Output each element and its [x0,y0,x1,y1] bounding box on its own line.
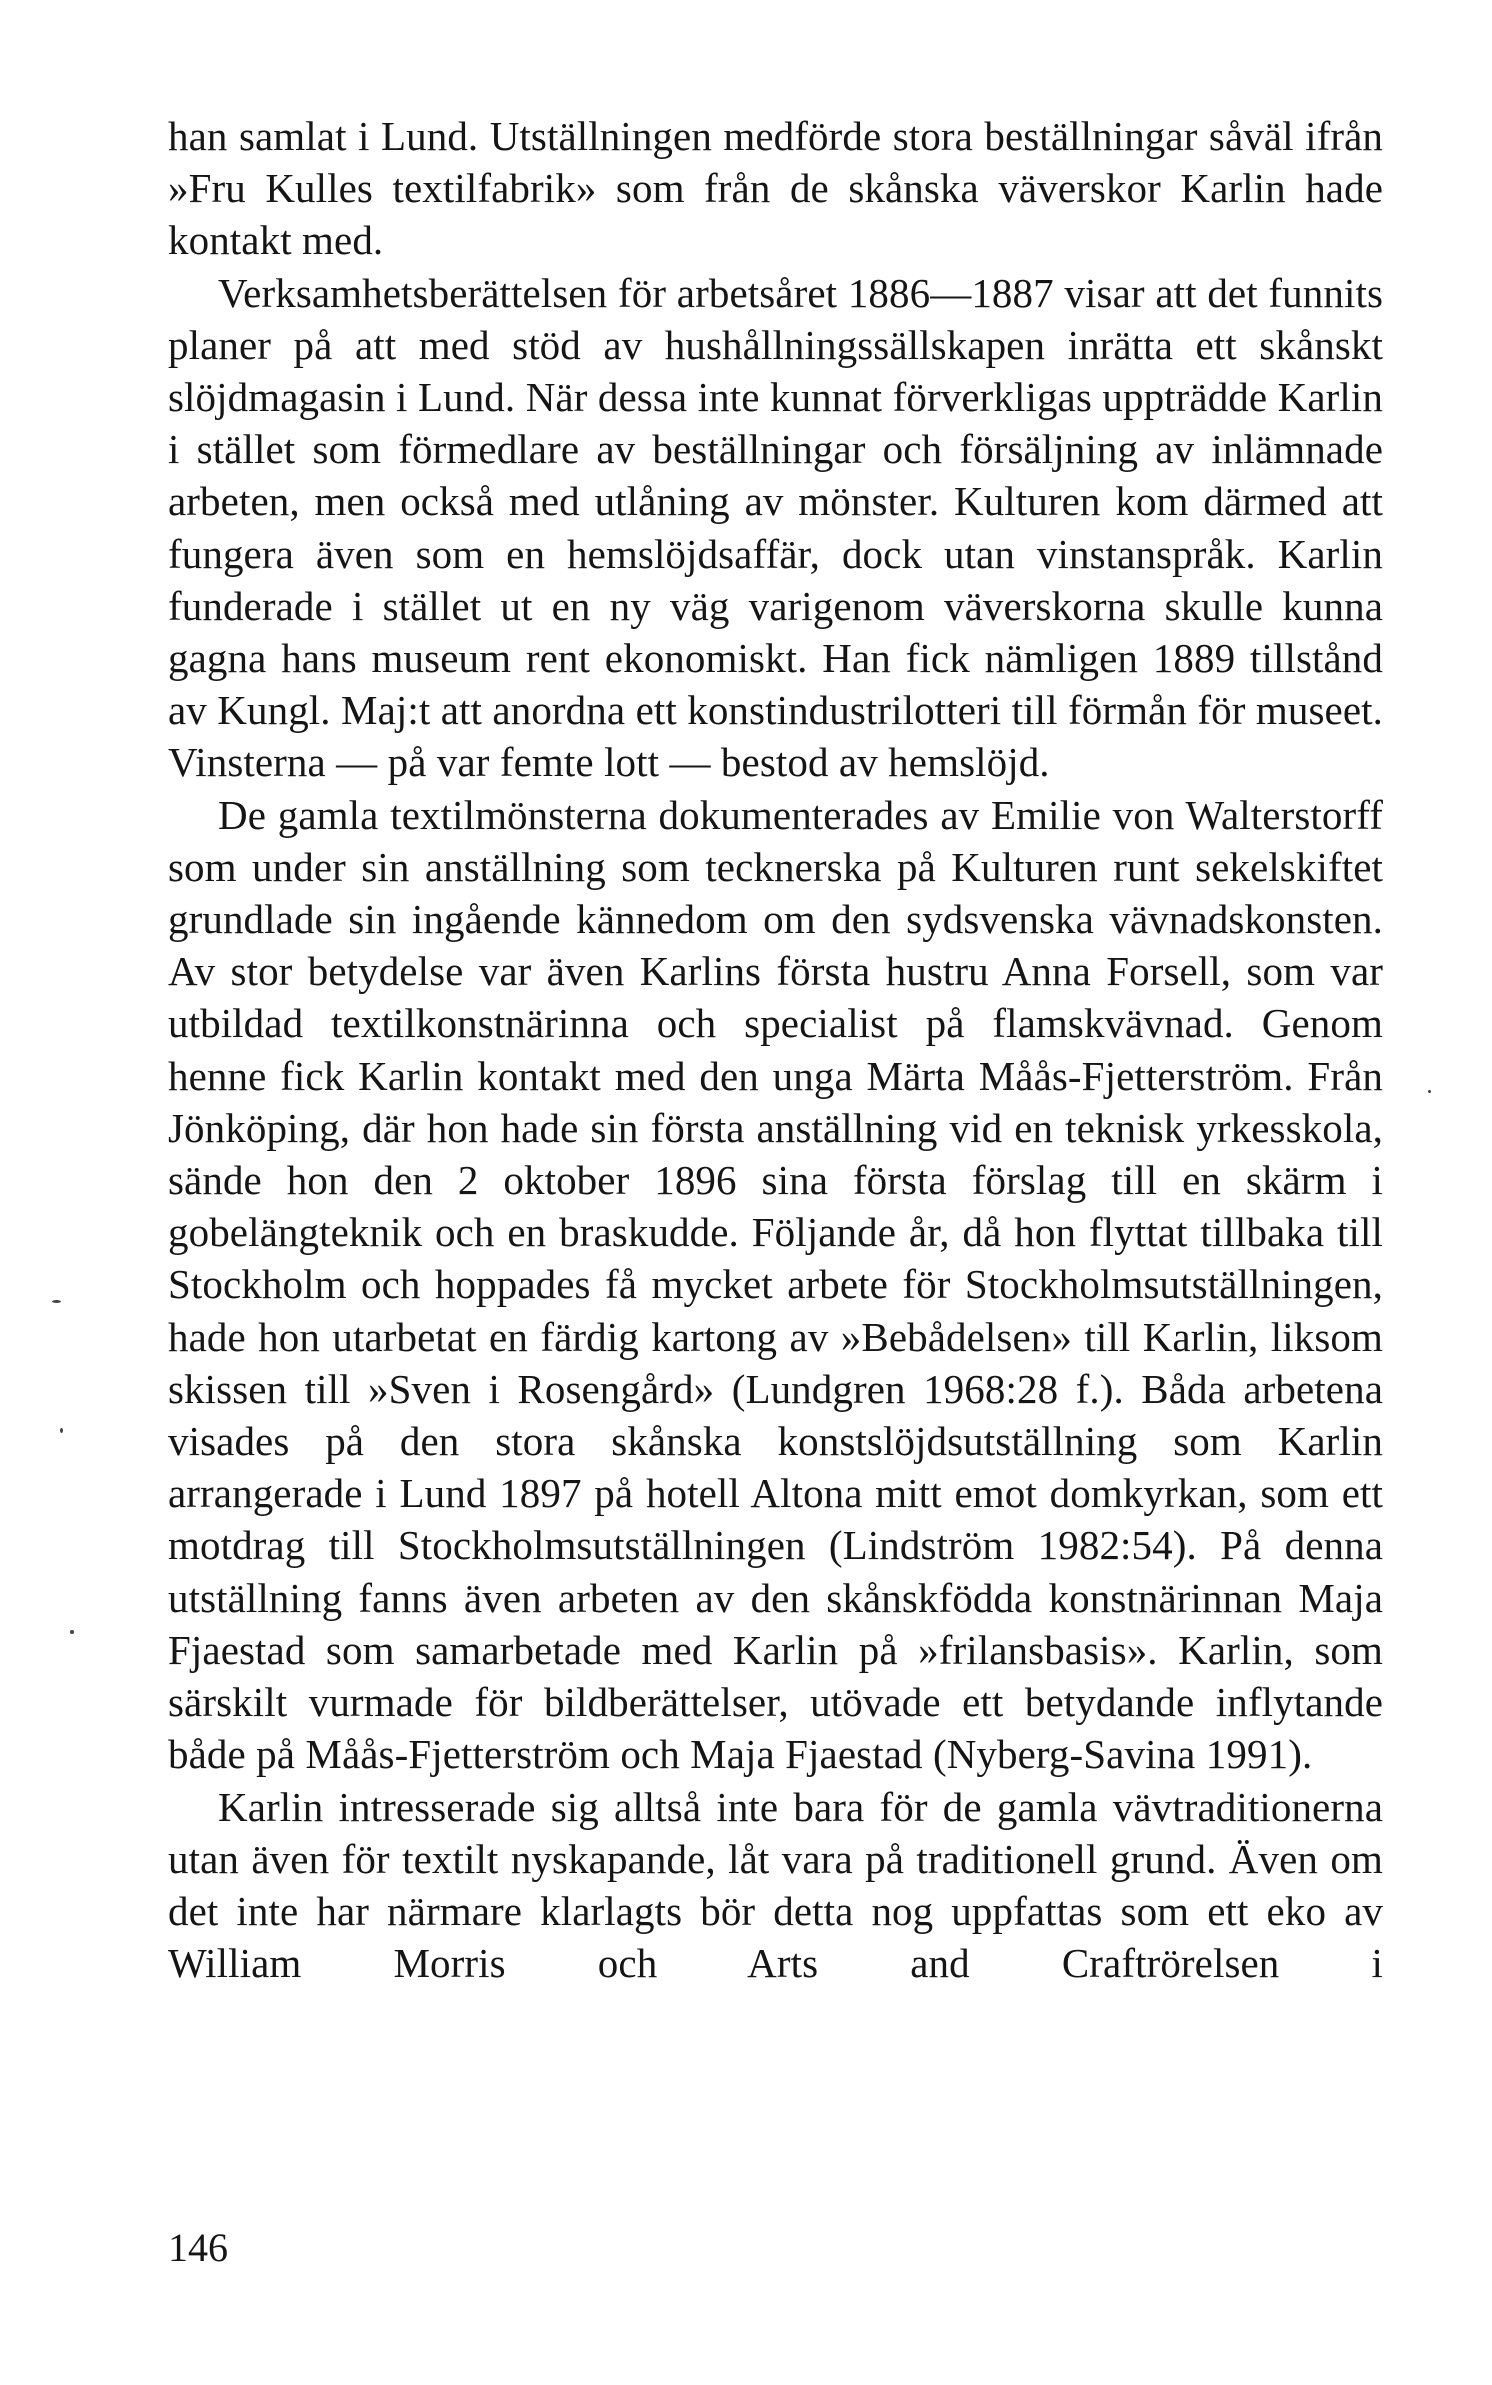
paragraph-3: De gamla textilmönsterna dokumenterades av Emilie von Walterstorff som under sin anställning som tecknerska på Kulturen runt sekelskiftet grundlade sin ingående kännedom om den sydsvenska vävnadskonsten. Av stor betydelse var även Karlins första hustru Anna Forsell, som var utbildad textilkonstnärinna och specialist på flamskvävnad. Genom henne fick Karlin kontakt med den unga Märta Måås-Fjetterström. Från Jönköping, där hon hade sin första anställning vid en teknisk yrkesskola, sände hon den 2 oktober 1896 sina första förslag till en skärm i gobelängteknik och en braskudde. Följande år, då hon flyttat tillbaka till Stockholm och hoppades få mycket arbete för Stockholmsutställningen, hade hon utarbetat en färdig kartong av »Bebådelsen» till Karlin, liksom skissen till »Sven i Rosengård» (Lundgren 1968:28 f.). Båda arbetena visades på den stora skånska konstslöjdsutställning som Karlin arrangerade i Lund 1897 på hotell Altona mitt emot domkyrkan, som ett motdrag till Stockholmsutställningen (Lindström 1982:54). På denna utställning fanns även arbeten av den skånskfödda konstnärinnan Maja Fjaestad som samarbetade med Karlin på »frilansbasis». Karlin, som särskilt vurmade för bildberättelser, utövade ett betydande inflytande både på Måås-Fjetterström och Maja Fjaestad (Nyberg-Savina 1991). [168,791,1383,1778]
paragraph-4: Karlin intresserade sig alltså inte bara för de gamla vävtraditionerna utan även för textilt nyskapande, låt vara på traditionell grund. Även om det inte har närmare klarlagts bör detta nog uppfattas som ett eko av William Morris och Arts and Craftrörelsen i [168,1783,1383,1987]
scan-speck [52,1300,61,1303]
paragraph-1: han samlat i Lund. Utställningen medförde stora beställningar såväl ifrån »Fru Kulles textilfabrik» som från de skånska väverskor Karlin hade kontakt med. [168,113,1383,264]
page-number: 146 [168,2225,228,2270]
scan-speck [1428,1090,1431,1093]
paragraph-2: Verksamhetsberättelsen för arbetsåret 1886—1887 visar att det funnits planer på att med stöd av hushållningssällskapen inrätta ett skånskt slöjdmagasin i Lund. När dessa inte kunnat förverkligas uppträdde Karlin i stället som förmedlare av beställningar och försäljning av inlämnade arbeten, men också med utlåning av mönster. Kulturen kom därmed att fungera även som en hemslöjdsaffär, dock utan vinstanspråk. Karlin funderade i stället ut en ny väg varigenom väverskorna skulle kunna gagna hans museum rent ekonomiskt. Han fick nämligen 1889 tillstånd av Kungl. Maj:t att anordna ett konstindustrilotteri till förmån för museet. Vinsterna — på var femte lott — bestod av hemslöjd. [168,269,1383,786]
body-text [168,110,1383,1989]
scan-speck [70,1630,74,1634]
scan-speck [60,1428,63,1433]
